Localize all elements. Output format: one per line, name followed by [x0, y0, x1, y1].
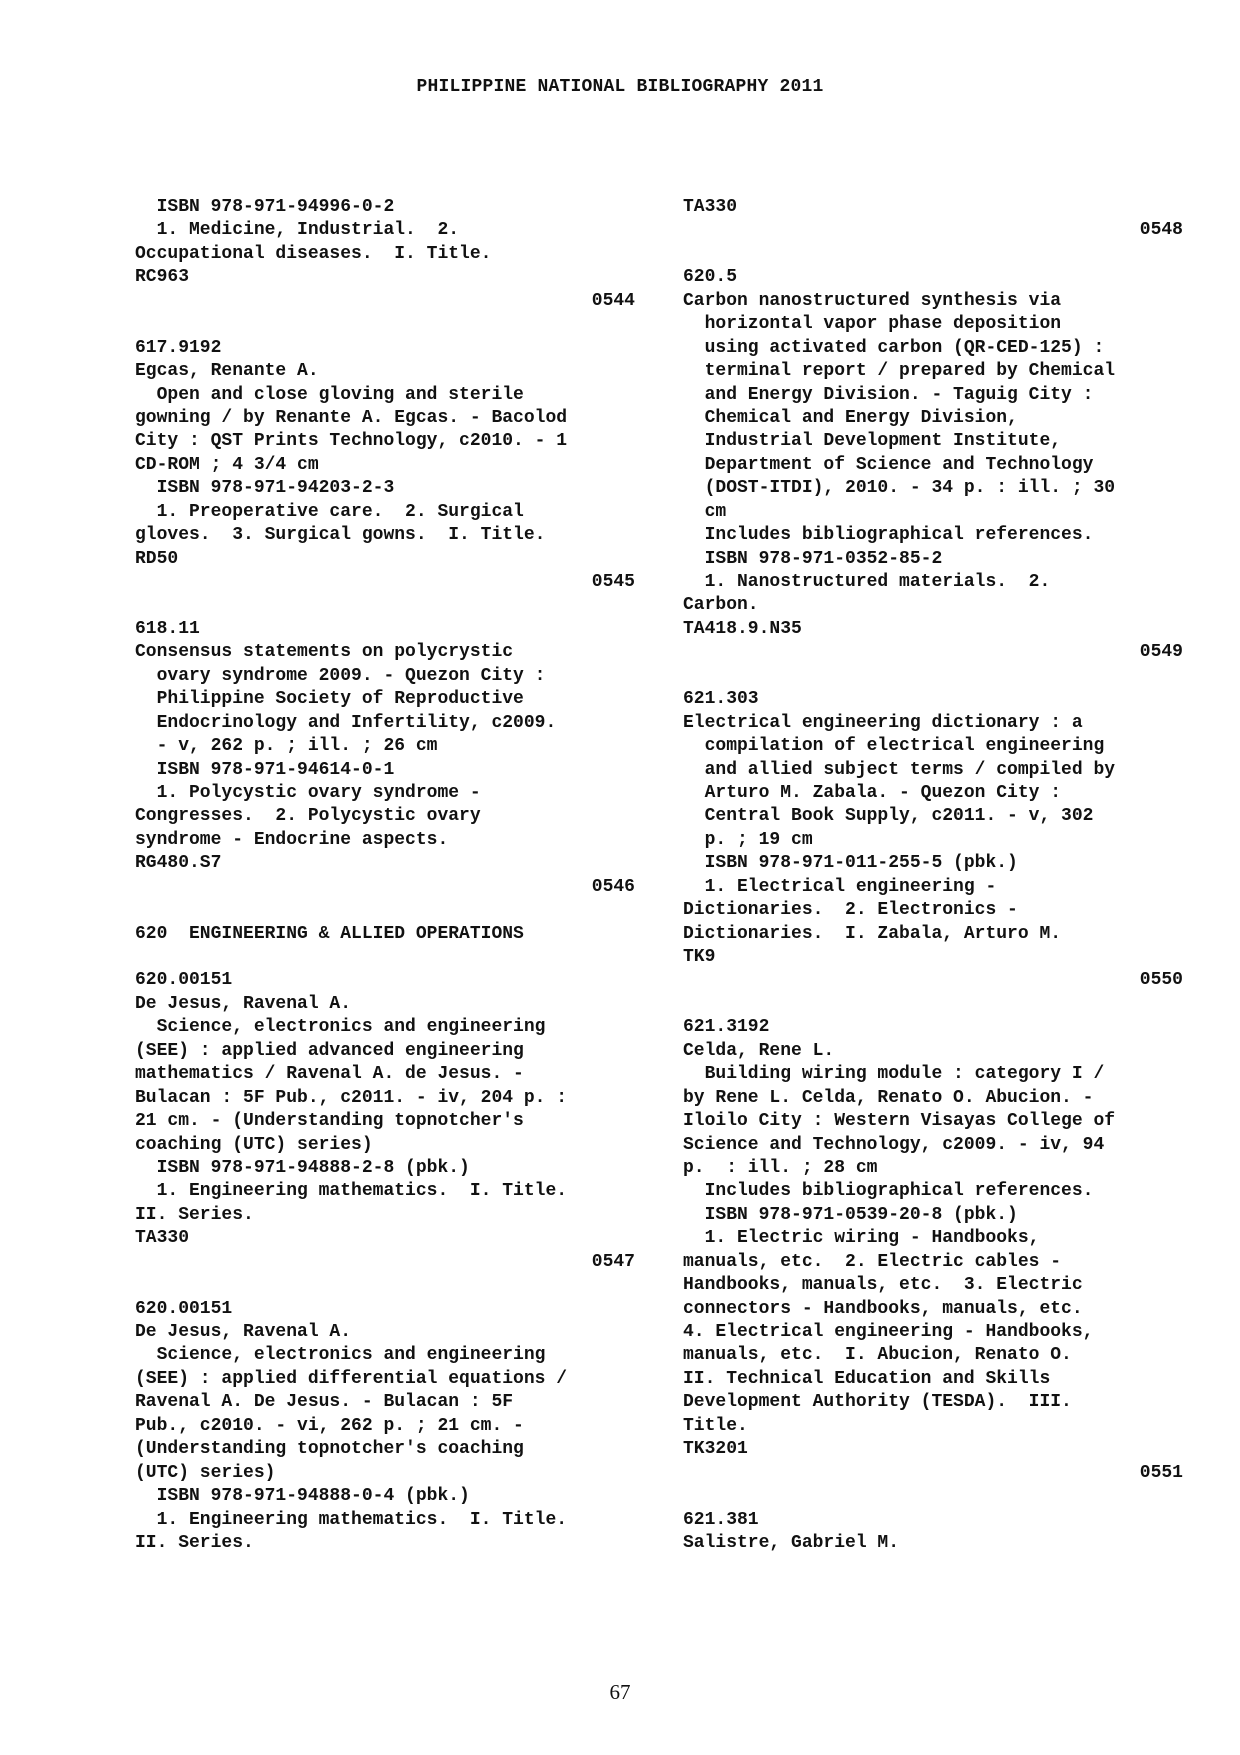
entry-line: Handbooks, manuals, etc. 3. Electric [683, 1275, 1083, 1296]
entry-line: ovary syndrome 2009. - Quezon City : [135, 665, 546, 686]
entry-line: Dictionaries. I. Zabala, Arturo M. [683, 923, 1062, 944]
record-number: 0546 [591, 876, 635, 897]
entry-line: Consensus statements on polycrystic [135, 642, 514, 663]
entry-line: Chemical and Energy Division, [683, 407, 1018, 428]
entry-line: Science, electronics and engineering [135, 1017, 546, 1038]
entry-line: (Understanding topnotcher's coaching [135, 1439, 524, 1460]
entry-line: City : QST Prints Technology, c2010. - 1 [135, 431, 568, 452]
entry-line: TK9 [683, 947, 716, 967]
entry-line: Dictionaries. 2. Electronics - [683, 900, 1018, 921]
entry-line: 1. Nanostructured materials. 2. [683, 572, 1051, 592]
entry-line: 4. Electrical engineering - Handbooks, [683, 1322, 1094, 1342]
entry-line: ISBN 978-971-0539-20-8 (pbk.) [683, 1204, 1018, 1225]
entry-line: Department of Science and Technology [683, 454, 1094, 475]
entry-line: (SEE) : applied advanced engineering [135, 1040, 524, 1061]
entry-line: 1. Electrical engineering - [683, 876, 997, 897]
entry-line: De Jesus, Ravenal A. [135, 993, 352, 1014]
entry-line: compilation of electrical engineering [683, 736, 1105, 757]
entry-line: 621.303 [683, 689, 759, 710]
entry-line: 621.381 [683, 1509, 759, 1530]
entry-line: p. ; 19 cm [683, 829, 813, 850]
entry-line: (DOST-ITDI), 2010. - 34 p. : ill. ; 30 [683, 478, 1116, 499]
entry-line: 620.5 [683, 267, 738, 288]
entry-line: RG480.S7 [135, 853, 222, 874]
blank-line [683, 993, 1183, 1016]
entry-line: Bulacan : 5F Pub., c2011. - iv, 204 p. : [135, 1087, 568, 1108]
entry-line: ISBN 978-971-94203-2-3 [135, 478, 395, 499]
entry-line: Development Authority (TESDA). III. [683, 1392, 1072, 1413]
entry-line: horizontal vapor phase deposition [683, 314, 1062, 335]
entry-line: Iloilo City : Western Visayas College of [683, 1111, 1116, 1132]
entry-line: ISBN 978-971-0352-85-2 [683, 548, 943, 569]
entry-line: manuals, etc. I. Abucion, Renato O. [683, 1345, 1072, 1366]
entry-line: ISBN 978-971-94614-0-1 [135, 759, 395, 780]
entry-line: coaching (UTC) series) [135, 1134, 373, 1155]
entry-line: II. Series. [135, 1532, 254, 1553]
entry-line: TA330 [683, 197, 738, 217]
entry-line: (SEE) : applied differential equations / [135, 1368, 568, 1389]
entry-line: by Rene L. Celda, Renato O. Abucion. - [683, 1087, 1094, 1108]
entry-line: 1. Preoperative care. 2. Surgical [135, 501, 524, 522]
entry-line: II. Series. [135, 1204, 254, 1225]
entry-line: Philippine Society of Reproductive [135, 689, 524, 710]
entry-line: Celda, Rene L. [683, 1040, 835, 1061]
entry-line: 618.11 [135, 618, 200, 639]
entry-line: Science and Technology, c2009. - iv, 94 [683, 1134, 1105, 1155]
record-number: 0551 [1139, 1462, 1183, 1483]
entry-line: TA418.9.N35 [683, 618, 802, 639]
entry-line: Title. [683, 1415, 748, 1436]
entry-line: TA330 [135, 1228, 190, 1249]
entry-line: gowning / by Renante A. Egcas. - Bacolod [135, 407, 568, 428]
entry-line: 1. Engineering mathematics. I. Title. [135, 1181, 568, 1202]
entry-line: II. Technical Education and Skills [683, 1368, 1051, 1389]
entry-line: Includes bibliographical references. [683, 1181, 1094, 1202]
entry-line: Pub., c2010. - vi, 262 p. ; 21 cm. - [135, 1415, 524, 1436]
entry-line: 1. Polycystic ovary syndrome - [135, 782, 481, 803]
blank-line [135, 899, 635, 922]
entry-line: Endocrinology and Infertility, c2009. [135, 712, 557, 733]
entry-line: Science, electronics and engineering [135, 1345, 546, 1366]
entry-line: Carbon. [683, 595, 759, 616]
entry-line: Ravenal A. De Jesus. - Bulacan : 5F [135, 1392, 514, 1413]
entry-line: 1. Medicine, Industrial. 2. [135, 220, 460, 241]
entry-line: ISBN 978-971-011-255-5 (pbk.) [683, 853, 1018, 874]
entry-line: (UTC) series) [135, 1462, 276, 1483]
entry-line: gloves. 3. Surgical gowns. I. Title. [135, 525, 546, 546]
entry-line: Congresses. 2. Polycystic ovary [135, 806, 481, 827]
record-number: 0547 [591, 1251, 635, 1272]
entry-line: Arturo M. Zabala. - Quezon City : [683, 782, 1062, 803]
blank-line [135, 594, 635, 617]
entry-line: - v, 262 p. ; ill. ; 26 cm [135, 736, 438, 757]
entry-line: CD-ROM ; 4 3/4 cm [135, 454, 319, 475]
entry-line: Salistre, Gabriel M. [683, 1532, 900, 1553]
entry-line: Industrial Development Institute, [683, 431, 1062, 452]
entry-line: Egcas, Renante A. [135, 361, 319, 382]
entry-line: TK3201 [683, 1439, 748, 1460]
entry-line: manuals, etc. 2. Electric cables - [683, 1251, 1062, 1272]
entry-line: 620.00151 [135, 970, 233, 991]
entry-line: RC963 [135, 267, 190, 288]
entry-line: cm [683, 501, 727, 522]
entry-line: 617.9192 [135, 337, 222, 358]
entry-line: ISBN 978-971-94996-0-2 [135, 197, 395, 217]
entry-line: and allied subject terms / compiled by [683, 759, 1116, 780]
entry-line: 21 cm. - (Understanding topnotcher's [135, 1111, 524, 1132]
entry-line: Open and close gloving and sterile [135, 384, 524, 405]
record-number: 0544 [591, 290, 635, 311]
entry-line: Electrical engineering dictionary : a [683, 712, 1083, 733]
entry-line: Includes bibliographical references. [683, 525, 1094, 546]
entry-line: Central Book Supply, c2011. - v, 302 [683, 806, 1094, 827]
entry-line: and Energy Division. - Taguig City : [683, 384, 1094, 405]
entry-line: 1. Electric wiring - Handbooks, [683, 1228, 1040, 1249]
blank-line [135, 1274, 635, 1297]
entry-line: Carbon nanostructured synthesis via [683, 290, 1062, 311]
entry-line: Building wiring module : category I / [683, 1064, 1105, 1085]
entry-line: connectors - Handbooks, manuals, etc. [683, 1298, 1083, 1319]
entry-line: ISBN 978-971-94888-2-8 (pbk.) [135, 1157, 470, 1178]
entry-line: terminal report / prepared by Chemical [683, 361, 1116, 382]
entry-line: using activated carbon (QR-CED-125) : [683, 337, 1105, 358]
entry-line: 621.3192 [683, 1017, 770, 1038]
entry-line: syndrome - Endocrine aspects. [135, 829, 449, 850]
page-number: 67 [609, 1680, 631, 1704]
blank-line [135, 313, 635, 336]
record-number: 0545 [591, 572, 635, 592]
blank-line [683, 1485, 1183, 1508]
entry-line: 620.00151 [135, 1298, 233, 1319]
entry-line: p. : ill. ; 28 cm [683, 1157, 878, 1178]
entry-line: De Jesus, Ravenal A. [135, 1322, 352, 1342]
entry-line: Occupational diseases. I. Title. [135, 243, 492, 264]
entry-line: 1. Engineering mathematics. I. Title. [135, 1509, 568, 1530]
running-head: PHILIPPINE NATIONAL BIBLIOGRAPHY 2011 [416, 77, 824, 97]
right-column [683, 196, 1183, 1555]
entry-line: RD50 [135, 548, 179, 569]
record-number: 0548 [1139, 220, 1183, 241]
left-column [135, 196, 635, 1555]
blank-line [683, 243, 1183, 266]
blank-line [683, 665, 1183, 688]
record-number: 0549 [1139, 642, 1183, 663]
record-number: 0550 [1139, 970, 1183, 991]
entry-line: mathematics / Ravenal A. de Jesus. - [135, 1064, 524, 1085]
entry-line: ISBN 978-971-94888-0-4 (pbk.) [135, 1486, 470, 1507]
blank-line [135, 946, 635, 969]
entry-line: 620 ENGINEERING & ALLIED OPERATIONS [135, 923, 524, 944]
